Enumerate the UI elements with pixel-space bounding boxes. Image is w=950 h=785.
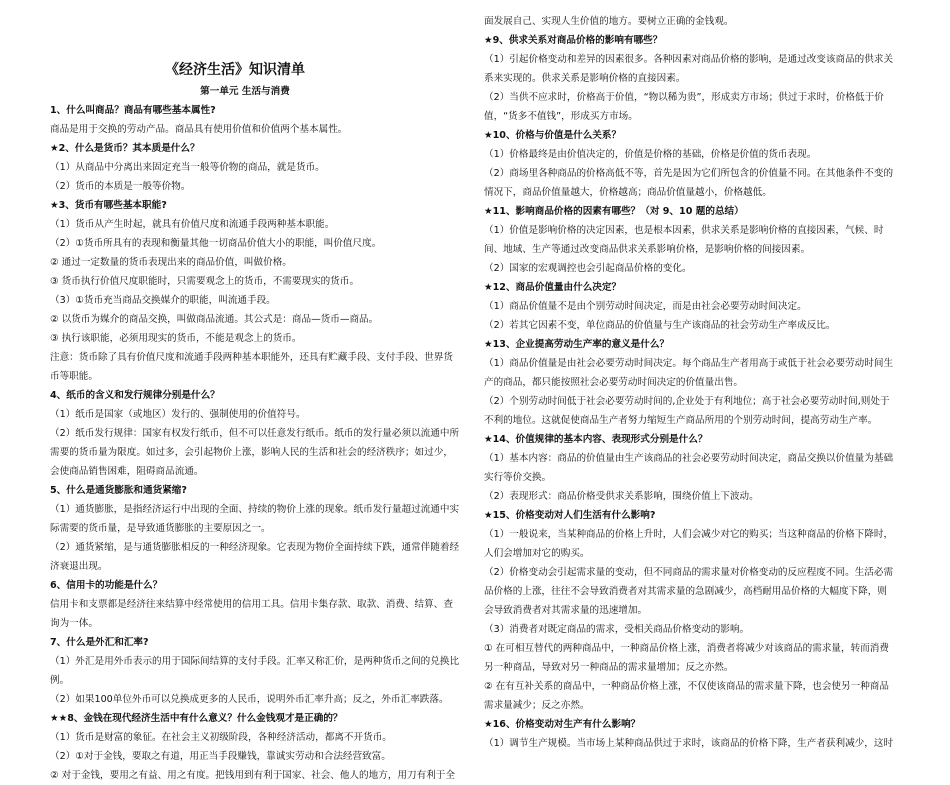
- question-heading: ★13、企业提高劳动生产率的意义是什么？: [484, 339, 670, 350]
- paragraph: （1）纸币是国家（或地区）发行的、强制使用的价值符号。: [50, 409, 306, 420]
- paragraph: ② 对于金钱，要用之有益、用之有度。把钱用到有利于国家、社会、他人的地方，用刀有利于全: [50, 770, 455, 781]
- paragraph: （1）引起价格变动和差异的因素很多。各种因素对商品价格的影响，是通过改变该商品的供求关系来实现的。供求关系是影响价格的直接因素。: [484, 54, 894, 84]
- paragraph: （2）若其它因素不变，单位商品的价值量与生产该商品的社会劳动生产率成反比。: [484, 320, 836, 331]
- paragraph: （2）通货紧缩，是与通货膨胀相反的一种经济现象。它表现为物价全面持续下跌，通常伴随着经济衰退出现。: [50, 542, 460, 572]
- paragraph: （2）①货币所具有的表现和衡量其他一切商品价值大小的职能，叫价值尺度。: [50, 238, 382, 249]
- paragraph: （1）货币是财富的象征。在社会主义初级阶段，各种经济活动，都离不开货币。: [50, 732, 392, 743]
- paragraph: 商品是用于交换的劳动产品。商品具有使用价值和价值两个基本属性。: [50, 124, 348, 135]
- question-heading: 1、什么叫商品？商品有哪些基本属性?: [50, 105, 216, 116]
- paragraph: （2）商场里各种商品的价格高低不等，首先是因为它们所包含的价值量不同。在其他条件不变的情况下，商品价值量越大，价格越高；商品价值量越小，价格越低。: [484, 168, 894, 198]
- paragraph: （2）价格变动会引起需求量的变动，但不同商品的需求量对价格变动的反应程度不同。生活必需品价格的上涨，往往不会导致消费者对其需求量的急剧减少，高档耐用品价格的大幅度下降，则会导致消费者对其需求量的迅速增加。: [484, 567, 894, 616]
- question-heading: 6、信用卡的功能是什么？: [50, 580, 163, 591]
- question-heading: ★12、商品价值量由什么决定？: [484, 282, 622, 293]
- paragraph: （2）纸币发行规律：国家有权发行纸币，但不可以任意发行纸币。纸币的发行量必须以流通中所需要的货币量为限度。如过多，会引起物价上涨，影响人民的生活和社会的经济秩序；如过少，会使商品销售困难，阻碍商品流通。: [50, 428, 460, 477]
- paragraph: （2）当供不应求时，价格高于价值，“物以稀为贵”，形成卖方市场；供过于求时，价格低于价值，“货多不值钱”，形成买方市场。: [484, 92, 884, 122]
- question-heading: ★10、价格与价值是什么关系？: [484, 130, 622, 141]
- paragraph: ② 通过一定数量的货币表现出来的商品价值，叫做价格。: [50, 257, 292, 268]
- paragraph: （2）表现形式：商品价格受供求关系影响，围绕价值上下波动。: [484, 491, 759, 502]
- question-heading: ★2、什么是货币？其本质是什么？: [50, 143, 200, 154]
- question-heading: ★14、价值规律的基本内容、表现形式分别是什么？: [484, 434, 708, 445]
- paragraph: 注意：货币除了具有价值尺度和流通手段两种基本职能外，还具有贮藏手段、支付手段、世界货币等职能。: [50, 352, 453, 382]
- unit-heading: 第一单元 生活与消费: [200, 86, 290, 97]
- right-paragraphs: [484, 12, 894, 753]
- paragraph: ③ 货币执行价值尺度职能时，只需要观念上的货币，不需要现实的货币。: [50, 276, 360, 287]
- paragraph: （1）价值是影响价格的决定因素，也是根本因素，供求关系是影响价格的直接因素，气候、时间、地域、生产等通过改变商品供求关系影响价格，是影响价格的间接因素。: [484, 225, 884, 255]
- paragraph: ③ 执行该职能，必须用现实的货币，不能是观念上的货币。: [50, 333, 302, 344]
- paragraph: （1）外汇是用外币表示的用于国际间结算的支付手段。汇率又称汇价，是两种货币之间的兑换比例。: [50, 656, 460, 686]
- paragraph: （1）价格最终是由价值决定的，价值是价格的基础，价格是价值的货币表现。: [484, 149, 817, 160]
- question-heading: ★★8、金钱在现代经济生活中有什么意义？什么金钱观才是正确的？: [50, 713, 343, 724]
- question-heading: ★3、货币有哪些基本职能?: [50, 200, 167, 211]
- paragraph: （1）商品价值量不是由个别劳动时间决定，而是由社会必要劳动时间决定。: [484, 301, 807, 312]
- paragraph: （1）货币从产生时起，就具有价值尺度和流通手段两种基本职能。: [50, 219, 335, 230]
- question-heading: 5、什么是通货膨胀和通货紧缩?: [50, 485, 187, 496]
- question-heading: ★9、供求关系对商品价格的影响有哪些？: [484, 35, 663, 46]
- paragraph: ② 在有互补关系的商品中，一种商品价格上涨，不仅使该商品的需求量下降，也会使另一种商品需求量减少；反之亦然。: [484, 681, 889, 711]
- paragraph: （1）一般说来，当某种商品的价格上升时，人们会减少对它的购买；当这种商品的价格下降时，人们会增加对它的购买。: [484, 529, 894, 559]
- paragraph: （3）①货币充当商品交换媒介的职能，叫流通手段。: [50, 295, 276, 306]
- paragraph: （1）从商品中分离出来固定充当一般等价物的商品，就是货币。: [50, 162, 325, 173]
- question-heading: ★11、影响商品价格的因素有哪些？（对 9、10 题的总结）: [484, 206, 744, 217]
- right-column: [484, 12, 894, 753]
- paragraph: （2）个别劳动时间低于社会必要劳动时间的,企业处于有利地位；高于社会必要劳动时间,则处于不利的地位。这就促使商品生产者努力缩短生产商品所用的个别劳动时间，提高劳动生产率。: [484, 396, 890, 426]
- question-heading: 7、什么是外汇和汇率?: [50, 637, 149, 648]
- left-paragraphs: [50, 101, 460, 785]
- paragraph: ② 以货币为媒介的商品交换，叫做商品流通。其公式是：商品—货币—商品。: [50, 314, 379, 325]
- paragraph: （2）国家的宏观调控也会引起商品价格的变化。: [484, 263, 692, 274]
- paragraph: （3）消费者对既定商品的需求，受相关商品价格变动的影响。: [484, 624, 750, 635]
- paragraph: 信用卡和支票都是经济往来结算中经常使用的信用工具。信用卡集存款、取款、消费、结算、查询为一体。: [50, 599, 453, 629]
- paragraph: （2）货币的本质是一般等价物。: [50, 181, 191, 192]
- page-title: 《经济生活》知识清单: [165, 62, 305, 78]
- paragraph: （1）调节生产规模。当市场上某种商品供过于求时，该商品的价格下降，生产者获利减少，这时: [484, 738, 894, 749]
- paragraph: ① 在可相互替代的两种商品中，一种商品价格上涨，消费者将减少对该商品的需求量，转而消费另一种商品，导致对另一种商品的需求量增加；反之亦然。: [484, 643, 889, 673]
- question-heading: 4、纸币的含义和发行规律分别是什么？: [50, 390, 220, 401]
- paragraph: （2）如果100单位外币可以兑换成更多的人民币，说明外币汇率升高；反之，外币汇率跌落。: [50, 694, 449, 705]
- question-heading: ★16、价格变动对生产有什么影响？: [484, 719, 641, 730]
- paragraph: （1）商品价值量是由社会必要劳动时间决定。每个商品生产者用高于或低于社会必要劳动时间生产的商品，都只能按照社会必要劳动时间决定的价值量出售。: [484, 358, 894, 388]
- paragraph: 面发展自己、实现人生价值的地方。要树立正确的金钱观。: [484, 16, 734, 27]
- paragraph: （2）①对于金钱，要取之有道，用正当手段赚钱，靠诚实劳动和合法经营致富。: [50, 751, 391, 762]
- paragraph: （1）通货膨胀，是指经济运行中出现的全面、持续的物价上涨的现象。纸币发行量超过流通中实际需要的货币量，是导致通货膨胀的主要原因之一。: [50, 504, 460, 534]
- paragraph: （1）基本内容：商品的价值量由生产该商品的社会必要劳动时间决定，商品交换以价值量为基础实行等价交换。: [484, 453, 894, 483]
- question-heading: ★15、价格变动对人们生活有什么影响?: [484, 510, 656, 521]
- left-column: [50, 0, 460, 785]
